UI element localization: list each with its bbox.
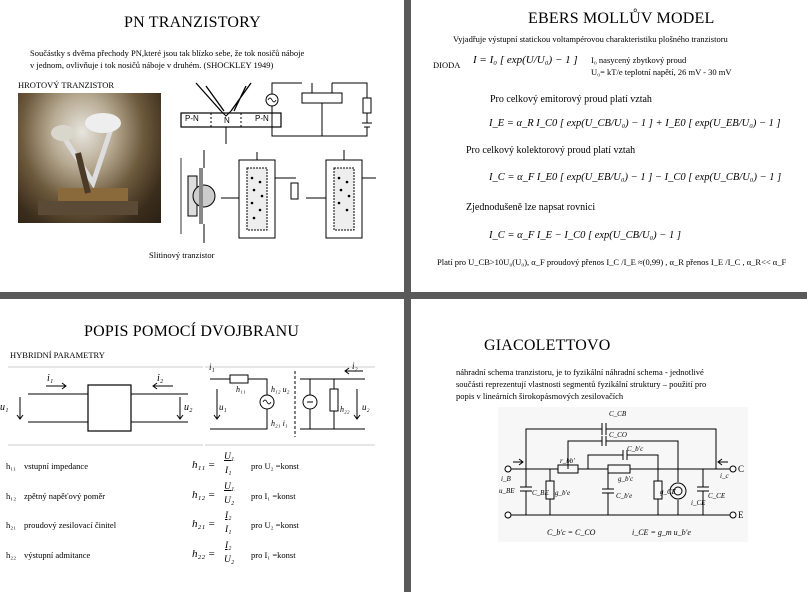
param-symbol: h₂₂ [6,550,17,560]
collector-terminal-label: C [738,464,745,474]
eq-h11-label: h₁₁ [236,385,246,394]
co-label: C_CO [609,431,627,439]
param-condition: pro U₂ =konst [251,520,299,530]
gce-label: g_CE [660,488,676,496]
param-condition: pro I₁ =konst [251,550,296,560]
slide-giacoletto [411,299,807,592]
ib-label: i_B [501,475,511,483]
cbc-equation: C_b'c = C_CO [547,528,596,537]
diode-equation: I = I₀ [ exp(U/U₀) − 1 ] [473,54,578,66]
param-description: proudový zesilovací činitel [24,520,117,530]
slide-two-port [0,299,404,592]
param-denominator: U₂ [224,496,235,506]
pn-left-label: P-N [185,114,199,123]
param-description: výstupní admitance [24,550,91,560]
eq-i2-label: i₂ [352,361,358,371]
ube-label: u_BE [499,487,515,495]
alloy-transistor-diagrams [176,148,386,248]
i0-description: I₀ nasycený zbytkový proud [591,55,687,65]
tp-i2-label: i₂ [157,373,164,384]
u0-description: U₀= kT/e teplotní napětí, 26 mV - 30 mV [591,67,732,77]
bias-circuit-diagram [262,78,382,143]
description-line1: náhradní schema tranzistoru, je to fyzikální náhradní schema - jednotlivé [456,367,704,377]
transistor-photo [18,93,161,223]
eq-u1-label: u₁ [219,402,227,412]
alloy-transistor-label: Slitinový tranzistor [149,250,215,260]
param-denominator: I₁ [225,466,232,476]
tp-u2-label: u₂ [184,402,193,413]
diode-label: DIODA [433,60,461,70]
collector-heading: Pro celkový kolektorový proud platí vztah [466,145,636,156]
eq-h12u2-label: h₁₂ u₂ [271,385,290,394]
point-contact-label: HROTOVÝ TRANZISTOR [18,80,115,90]
collector-equation: I_C = α_F I_E0 [ exp(U_EB/U₀) − 1 ] − I_C0 [ exp(U_CB/U₀) − 1 ] [489,172,782,183]
cbe-label: C_BE [532,489,549,497]
eq-h22-label: h₂₂ [340,405,350,414]
param-numerator: I₂ [225,541,232,551]
tp-i1-label: i₁ [47,373,54,384]
tp-u1-label: u₁ [0,402,9,413]
param-description: zpětný napěťový poměr [24,491,106,501]
simplified-equation: I_C = α_F I_E − I_C0 [ exp(U_CB/U₀) − 1 ] [489,230,681,241]
param-numerator: U₁ [224,482,235,492]
description-line3: popis v lineárních širokopásmových zesilovačích [456,391,624,401]
emitter-heading: Pro celkový emitorový proud platí vztah [490,94,652,105]
param-symbol: h₁₂ [6,491,17,501]
ice-equation: i_CE = g_m u_b'e [632,528,691,537]
ic-label: i_c [720,472,729,480]
param-lhs: h₁₁ = [192,459,216,471]
intro-text: Vyjadřuje výstupní statickou voltampérovou charakteristiku plošného tranzistoru [453,34,728,44]
param-numerator: I₂ [225,511,232,521]
param-symbol: h₁₁ [6,461,17,471]
hybrid-params-subtitle: HYBRIDNÍ PARAMETRY [10,350,105,360]
slide-title: GIACOLETTOVO [484,337,611,354]
pn-right-label: P-N [255,114,269,123]
param-condition: pro U₂ =konst [251,461,299,471]
validity-footer: Platí pro U_CB>10U₀(U₀), α_F proudový přenos I_C /I_E ≈(0,99) , α_R přenos I_E /I_C , α_R<< α_F [437,257,787,267]
intro-text-line1: Součástky s dvěma přechody PN,které jsou tak blízko sebe, že tok nosičů náboje [30,48,305,58]
slide-title: POPIS POMOCÍ DVOJBRANU [84,323,300,340]
intro-text-line2: v jednom, ovlivňuje i tok nosičů náboje v druhém. (SHOCKLEY 1949) [30,60,274,70]
param-description: vstupní impedance [24,461,88,471]
eq-u2-label: u₂ [362,402,370,412]
param-lhs: h₂₁ = [192,518,216,530]
slide-title: EBERS MOLLŮV MODEL [528,10,715,27]
emitter-equation: I_E = α_R I_C0 [ exp(U_CB/U₀) − 1 ] + I_E0 [ exp(U_EB/U₀) − 1 ] [489,118,781,129]
param-symbol: h₂₁ [6,520,17,530]
emitter-terminal-label: E [738,510,744,520]
param-denominator: I₁ [225,525,232,535]
two-port-block-diagram [8,367,203,447]
slide-ebers-moll [411,0,807,292]
gbe-label: g_b'e [555,489,571,497]
transistor-photo-detail [18,93,161,223]
cbe2-label: C_b'e [616,492,633,500]
description-line2: součásti reprezentují vlastnosti segmentů fyzikální struktury – použití pro [456,379,707,389]
ice-label: i_CE [691,499,706,507]
slide-pn-transistors [0,0,404,292]
simplified-heading: Zjednodušeně lze napsat rovnici [466,202,596,213]
n-label: N [224,116,230,125]
param-lhs: h₂₂ = [192,548,216,560]
eq-i1-label: i₁ [209,362,215,372]
param-numerator: U₁ [224,452,235,462]
cbc-label: C_b'c [627,445,644,453]
param-denominator: U₂ [224,555,235,565]
slide-title: PN TRANZISTORY [124,14,261,31]
rbb-label: r_bb' [560,457,575,465]
eq-h21i1-label: h₂₁ i₁ [271,419,288,428]
gbc-label: g_b'c [618,475,634,483]
vertical-divider [404,0,411,592]
cce-label: C_CE [708,492,726,500]
param-lhs: h₁₂ = [192,489,216,501]
param-condition: pro I₁ =konst [251,491,296,501]
ccb-label: C_CB [609,410,627,418]
